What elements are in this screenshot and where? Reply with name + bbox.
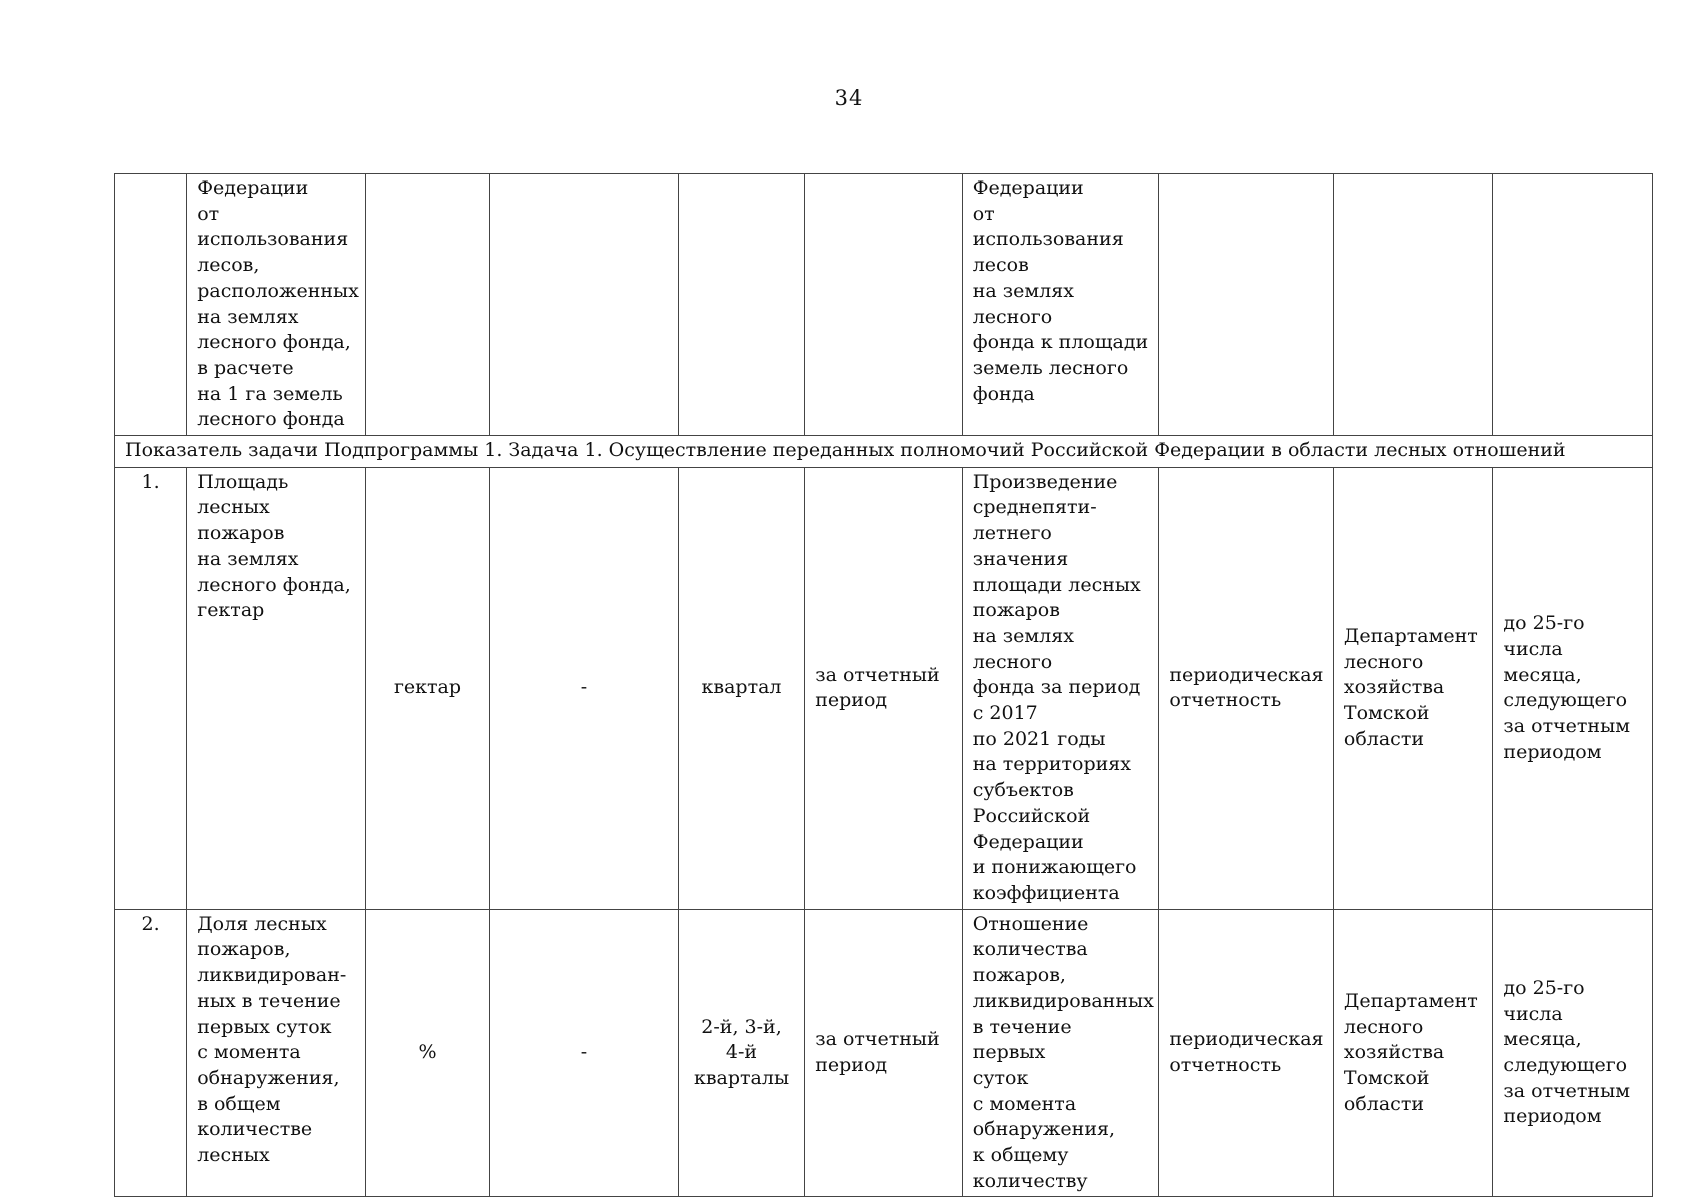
cell-calculation-method: Произведение среднепяти- летнего значения площади лесных пожаров на землях лесного фонда за период с 2017 по 2021 годы на территориях субъектов Российской Федерации и понижающего коэффициента bbox=[962, 467, 1159, 909]
cell-empty bbox=[1493, 174, 1653, 436]
cell-indicator-name: Площадь лесных пожаров на землях лесного фонда, гектар bbox=[187, 467, 366, 909]
cell-data-source: периодическая отчетность bbox=[1159, 909, 1334, 1197]
cell-num: 2. bbox=[115, 909, 187, 1197]
cell-dash: - bbox=[490, 467, 679, 909]
cell-time-characteristic: за отчетный период bbox=[805, 467, 963, 909]
cell-responsible: Департамент лесного хозяйства Томской области bbox=[1333, 467, 1493, 909]
cell-responsible: Департамент лесного хозяйства Томской области bbox=[1333, 909, 1493, 1197]
cell-empty bbox=[678, 174, 804, 436]
indicators-table bbox=[114, 173, 1653, 1197]
cell-calculation-method: Федерации от использования лесов на землях лесного фонда к площади земель лесного фонда bbox=[962, 174, 1159, 436]
cell-periodicity: 2-й, 3-й, 4-й кварталы bbox=[678, 909, 804, 1197]
cell-unit bbox=[365, 174, 489, 436]
cell-deadline: до 25-го числа месяца, следующего за отчетным периодом bbox=[1493, 909, 1653, 1197]
cell-indicator-name: Доля лесных пожаров, ликвидирован- ных в течение первых суток с момента обнаружения, в общем количестве лесных bbox=[187, 909, 366, 1197]
cell-dash: - bbox=[490, 909, 679, 1197]
cell-periodicity: квартал bbox=[678, 467, 804, 909]
page-number: 34 bbox=[834, 86, 864, 110]
table-row bbox=[115, 467, 1653, 909]
cell-num: 1. bbox=[115, 467, 187, 909]
section-title: Показатель задачи Подпрограммы 1. Задача 1. Осуществление переданных полномочий Российской Федерации в области лесных отношений bbox=[115, 436, 1653, 468]
cell-empty bbox=[490, 174, 679, 436]
table-row-continuation bbox=[115, 174, 1653, 436]
cell-empty bbox=[1333, 174, 1493, 436]
cell-empty bbox=[805, 174, 963, 436]
table-row bbox=[115, 909, 1653, 1197]
cell-deadline: до 25-го числа месяца, следующего за отчетным периодом bbox=[1493, 467, 1653, 909]
cell-unit: % bbox=[365, 909, 489, 1197]
table-row-section bbox=[115, 436, 1653, 468]
cell-calculation-method: Отношение количества пожаров, ликвидированных в течение первых суток с момента обнаружения, к общему количеству bbox=[962, 909, 1159, 1197]
cell-data-source: периодическая отчетность bbox=[1159, 467, 1334, 909]
cell-time-characteristic: за отчетный период bbox=[805, 909, 963, 1197]
cell-num bbox=[115, 174, 187, 436]
cell-unit: гектар bbox=[365, 467, 489, 909]
cell-empty bbox=[1159, 174, 1334, 436]
cell-indicator-name: Федерации от использования лесов, расположенных на землях лесного фонда, в расчете на 1 га земель лесного фонда bbox=[187, 174, 366, 436]
